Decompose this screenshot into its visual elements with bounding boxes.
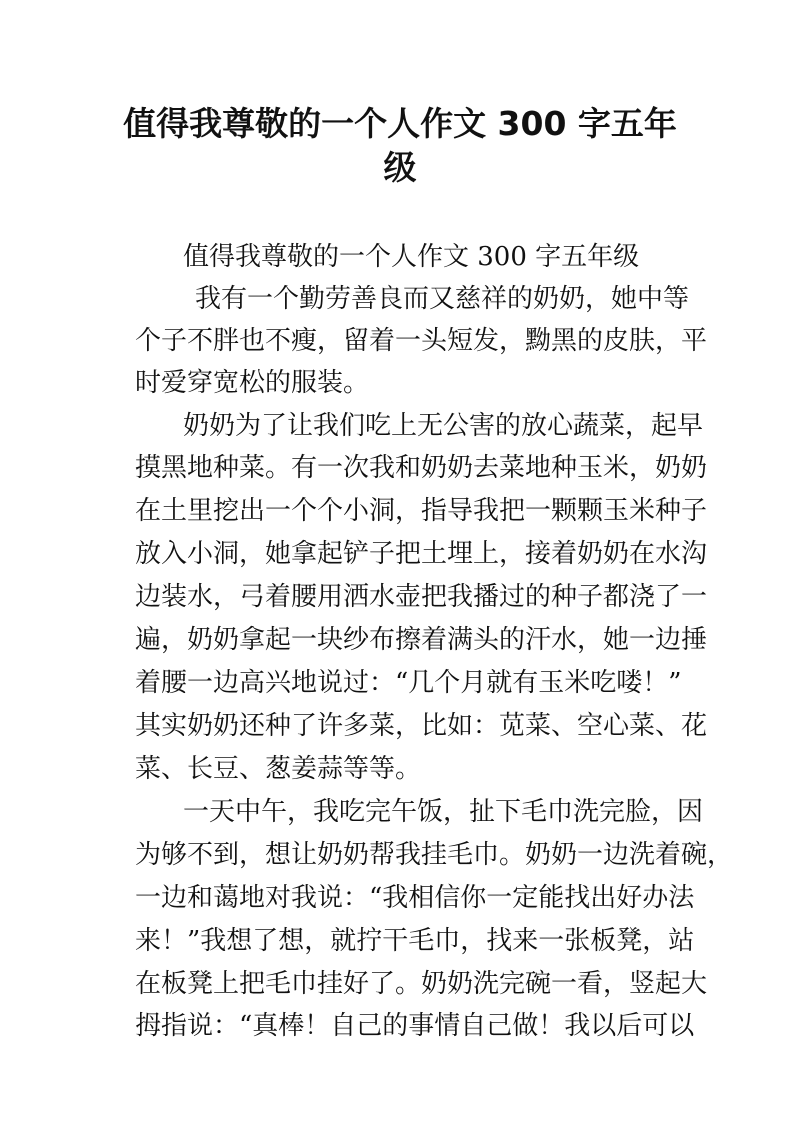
text-line: 着腰一边高兴地说过：“几个月就有玉米吃喽！” [135,668,682,698]
text-line: 拇指说：“真棒！自己的事情自己做！我以后可以 [135,1011,695,1041]
document-title-line-1: 值得我尊敬的一个人作文 300 字五年 [123,104,677,143]
text-line: 奶奶为了让我们吃上无公害的放心蔬菜，起早 [183,411,704,441]
text-line: 时爱穿宽松的服装。 [135,368,370,398]
text-line: 为够不到，想让奶奶帮我挂毛巾。奶奶一边洗着碗， [135,840,734,870]
text-line: 其实奶奶还种了许多菜，比如：苋菜、空心菜、花 [135,711,708,741]
text-line: 在土里挖出一个个小洞，指导我把一颗颗玉米种子 [135,496,708,526]
text-line: 在板凳上把毛巾挂好了。奶奶洗完碗一看，竖起大 [135,969,708,999]
text-line: 一边和蔼地对我说：“我相信你一定能找出好办法 [135,883,695,913]
text-line: 摸黑地种菜。有一次我和奶奶去菜地种玉米，奶奶 [135,453,708,483]
text-line: 菜、长豆、葱姜蒜等等。 [135,754,422,784]
text-line: 放入小洞，她拿起铲子把土埋上，接着奶奶在水沟 [135,539,708,569]
document-title-line-2: 级 [383,148,417,187]
text-line: 边装水，弓着腰用洒水壶把我播过的种子都浇了一 [135,582,708,612]
text-line: 一天中午，我吃完午饭，扯下毛巾洗完脸，因 [183,797,704,827]
body-heading: 值得我尊敬的一个人作文 300 字五年级 [183,242,640,272]
text-line: 我有一个勤劳善良而又慈祥的奶奶，她中等 [195,284,690,314]
text-line: 来！”我想了想，就拧干毛巾，找来一张板凳，站 [135,926,695,956]
text-line: 遍，奶奶拿起一块纱布擦着满头的汗水，她一边捶 [135,625,708,655]
text-line: 个子不胖也不瘦，留着一头短发，黝黑的皮肤，平 [135,326,708,356]
